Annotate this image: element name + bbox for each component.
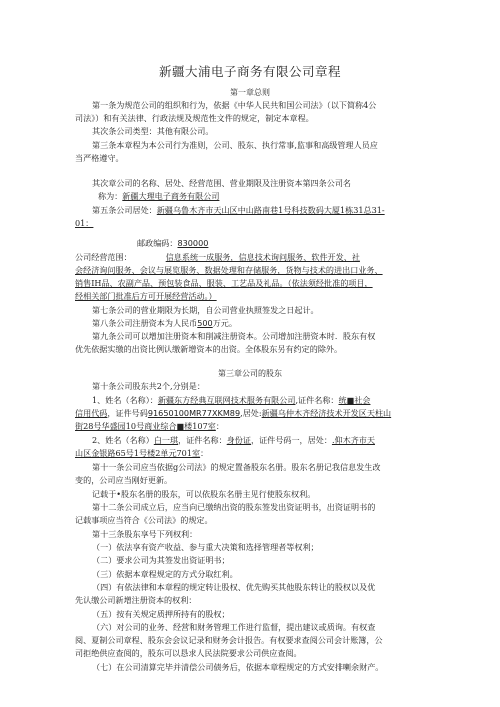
sh1-mid: ,证件名称： bbox=[295, 395, 339, 405]
article-1-line-2: 司法》）和有关法律、行政法规及规范性文件的规定，制定本章程。 bbox=[75, 113, 314, 123]
article-5-prefix: 第五条公司居处： bbox=[92, 205, 157, 215]
right-1: （一）依法享有资产收益、参与重大决策和选择管理者等权利； bbox=[92, 542, 319, 552]
article-1-line-1: 第一条为规范公司的组织和行为，依据《中华人民共和国公司法》（以下简称4公 bbox=[92, 100, 377, 110]
sh1-mid3: ,居处: bbox=[240, 408, 262, 418]
shareholder-1-line-3 bbox=[75, 421, 224, 431]
sh2-name: 白一琪 bbox=[153, 435, 179, 445]
right-3: （三）依据本章程规定的方式分取红利。 bbox=[92, 569, 238, 579]
right-6-line-3: 司拒绝供应查阅的，股东可以恳求人民法院要求公司供应查阅。 bbox=[75, 648, 302, 658]
right-4-line-2: 先认缴公司新增注册资本的权利： bbox=[75, 595, 197, 605]
capital-amount: 500 bbox=[197, 318, 213, 328]
sh1-cert: 统■社会 bbox=[338, 395, 371, 405]
right-4-line-1: （四）有依法律和本章程的规定转让股权、优先购买其他股东转让的股权以及优 bbox=[92, 582, 376, 592]
sh2-address-cont: 山区金银路65号1号楼2单元701室 bbox=[75, 448, 201, 458]
article-8-prefix: 第八条公司注册资本为人民币 bbox=[92, 318, 198, 328]
right-5: （五）按有关规定质押所持有的股权； bbox=[92, 609, 230, 619]
article-2: 其次条公司类型：其他有限公司。 bbox=[92, 126, 214, 136]
sh1-cert-cont: 信用代码 bbox=[75, 408, 108, 418]
article-3-line-2: 当严格遵守。 bbox=[75, 153, 124, 163]
scope-line-1 bbox=[75, 252, 360, 262]
article-4-line-1: 其次章公司的名称、居处、经营范围、营业期限及注册资本第四条公司名 bbox=[92, 178, 352, 188]
shareholder-2-line-1 bbox=[92, 435, 375, 445]
sh1-cert-number: 91650100MR77XKM89 bbox=[147, 408, 241, 418]
sh1-name: 新疆东方经典互联网技术服务有限公司 bbox=[157, 395, 296, 405]
article-5-line-1 bbox=[92, 205, 385, 215]
sh1-prefix: 1、姓名（名称）： bbox=[92, 395, 158, 405]
postcode-value: 830000 bbox=[177, 238, 209, 248]
document-title: 新疆大浦电子商务有限公司章程 bbox=[158, 64, 341, 79]
postcode-line bbox=[137, 238, 208, 248]
sh2-address: .仰木齐市天 bbox=[331, 435, 375, 445]
chapter-3-heading: 第三章公司的股东 bbox=[218, 369, 282, 378]
article-9-line-2: 优先依据实缴的出资比例认缴新增资本的出资。全体股东另有约定的除外。 bbox=[75, 344, 343, 354]
right-6-line-1: （六）对公司的业务、经营和财务管理工作进行监督，提出建议或质询。有权查 bbox=[92, 622, 376, 632]
article-12-line-2: 记载事项应当符合《公司法》的规定。 bbox=[75, 515, 213, 525]
sh1-mid2: ，证件号码 bbox=[107, 408, 148, 418]
article-3-line-1: 第三条本章程为本公司行为准则，公司、股东、执行常事,监事和高级管理人员应 bbox=[92, 140, 378, 150]
article-4-prefix: 称为： bbox=[98, 191, 123, 201]
sh1-address: 新疆乌仲木齐经济技术开发区天柱山 bbox=[261, 408, 392, 418]
sh1-address-cont: 街28号华盛园10号商业综合■楼107室 bbox=[75, 421, 216, 431]
sh1-tail: ： bbox=[215, 421, 224, 431]
shareholder-2-line-2 bbox=[75, 448, 208, 458]
scope-line-2: 会经济询问服务、会议与展览服务、数据处理和存储服务，货物与技术的进出口业务、 bbox=[75, 265, 383, 275]
company-address: 新疆乌鲁木齐市天山区中山路南巷1号科技数码大厦1栋31总31- bbox=[156, 205, 385, 215]
article-11-line-1: 第十一条公司应当依据g公司法》的规定置备股东名册。股东名册记我信息发生改 bbox=[92, 462, 381, 472]
article-8-suffix: 万元。 bbox=[212, 318, 237, 328]
article-8 bbox=[92, 318, 237, 328]
article-4-line-2 bbox=[98, 191, 219, 201]
company-name: 新疆大理电子商务有限公司 bbox=[122, 191, 220, 201]
article-9-line-1: 第九条公司可以增加注册资本和削减注册资本。公司增加注册资本时．股东有权 bbox=[92, 331, 376, 341]
sh2-cert: 身份证 bbox=[226, 435, 251, 445]
article-13: 第十三条股东享号下列权利： bbox=[92, 529, 198, 539]
shareholder-1-line-1 bbox=[92, 395, 370, 405]
scope-text-1: 信息系统一成服务，信息技术询问服务、软件开发、社 bbox=[165, 252, 360, 262]
scope-label: 公司经营范围： bbox=[75, 252, 132, 262]
scope-line-4: 经相关部门批准后方可开展经营活动。） bbox=[75, 291, 217, 301]
company-address-tail: 01： bbox=[75, 218, 94, 228]
sh2-mid2: ，证件号码一，居处： bbox=[250, 435, 332, 445]
article-5-line-2 bbox=[75, 218, 93, 228]
sh2-tail: ： bbox=[200, 448, 209, 458]
chapter-1-heading: 第一章总则 bbox=[230, 88, 270, 97]
sh2-mid: ，证件名称： bbox=[178, 435, 227, 445]
scope-line-3: 销售IH品、农副产品、预包装食品、服装、工艺品及礼品。（依法须经批准的项目， bbox=[75, 278, 373, 288]
article-12-line-1: 第十二条公司成立后，应当向已缴纳出资的股东签发出资证明书，出资证明书的 bbox=[92, 502, 376, 512]
article-10: 第十条公司股东共2个,分别是： bbox=[92, 381, 205, 391]
right-2: （二）要求公司为其签发出资证明书； bbox=[92, 555, 230, 565]
article-11-line-3: 记载于•股东名册的股东，可以依股东名册主见行使股东权利。 bbox=[92, 489, 316, 499]
sh2-prefix: 2、姓名（名称） bbox=[92, 435, 154, 445]
right-7: （七）在公司清算完毕并清偿公司债务后，依据本章程规定的方式安排喇余财产。 bbox=[92, 662, 384, 672]
article-11-line-2: 变的，公司应当刚好更新。 bbox=[75, 475, 173, 485]
postcode-label: 邮政编码： bbox=[137, 238, 178, 248]
right-6-line-2: 阅、夏制公司章程、股东会会议记录和财务会计报告。有权要求查阅公司会计账簿，公 bbox=[75, 635, 383, 645]
shareholder-1-line-2 bbox=[75, 408, 391, 418]
article-7: 第七条公司的营业期限为长期，自公司营业执照签发之日起计。 bbox=[92, 305, 319, 315]
